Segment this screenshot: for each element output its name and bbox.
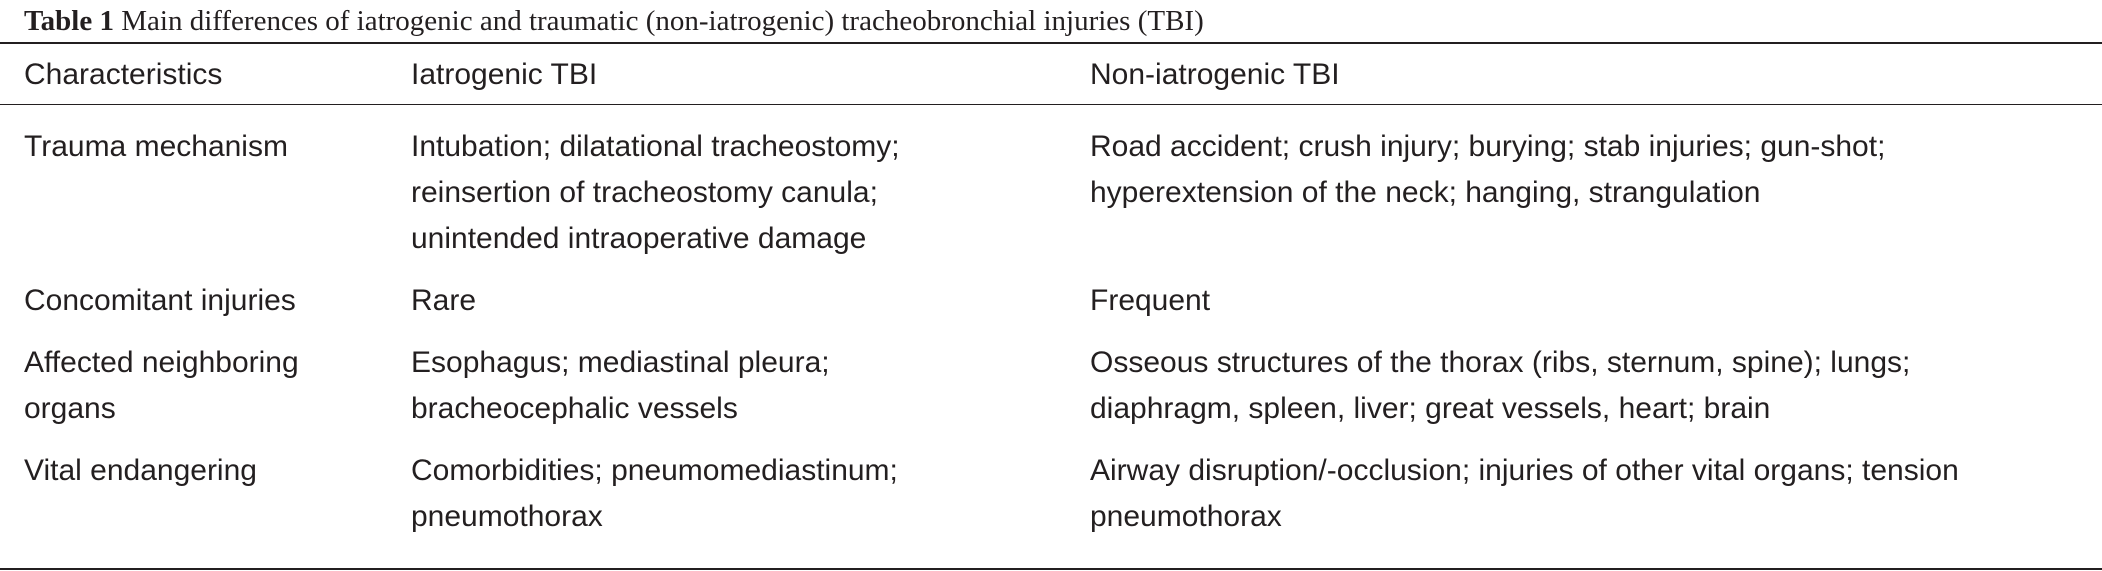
cell-iatrogenic: Rare — [411, 284, 477, 317]
table-body — [0, 104, 2102, 556]
header-iatrogenic: Iatrogenic TBI — [411, 58, 598, 91]
cell-characteristic: Affected neighboring organs — [24, 346, 299, 425]
cell-non-iatrogenic: Osseous structures of the thorax (ribs, sternum, spine); lungs; diaphragm, spleen, liver; great vessels, heart; brain — [1090, 346, 1911, 425]
table-caption-text: Main differences of iatrogenic and traumatic (non-iatrogenic) tracheobronchial injuries (TBI) — [121, 5, 1204, 37]
cell-iatrogenic: Intubation; dilatational tracheostomy; reinsertion of tracheostomy canula; unintended intraoperative damage — [411, 130, 900, 255]
table-row-affected-organs — [0, 340, 2102, 448]
differences-table — [0, 44, 2102, 556]
cell-characteristic: Trauma mechanism — [24, 130, 288, 163]
table-caption — [24, 4, 1204, 38]
table-header — [0, 44, 2102, 104]
table-row-concomitant-injuries — [0, 278, 2102, 340]
cell-non-iatrogenic: Frequent — [1090, 284, 1211, 317]
cell-iatrogenic: Esophagus; mediastinal pleura; bracheocephalic vessels — [411, 346, 830, 425]
table-bottom-rule — [0, 568, 2102, 570]
cell-iatrogenic: Comorbidities; pneumomediastinum; pneumothorax — [411, 454, 898, 533]
table-row-trauma-mechanism — [0, 104, 2102, 278]
header-non-iatrogenic: Non-iatrogenic TBI — [1090, 58, 1340, 91]
header-characteristics: Characteristics — [24, 58, 223, 91]
cell-non-iatrogenic: Airway disruption/-occlusion; injuries of other vital organs; tension pneumothorax — [1090, 454, 1959, 533]
cell-non-iatrogenic: Road accident; crush injury; burying; stab injuries; gun-shot; hyperextension of the neck; hanging, strangulation — [1090, 130, 1886, 209]
table-row-vital-endangering — [0, 448, 2102, 556]
cell-characteristic: Vital endangering — [24, 454, 257, 487]
header-row — [0, 44, 2102, 104]
table-caption-label: Table 1 — [24, 5, 114, 37]
cell-characteristic: Concomitant injuries — [24, 284, 296, 317]
